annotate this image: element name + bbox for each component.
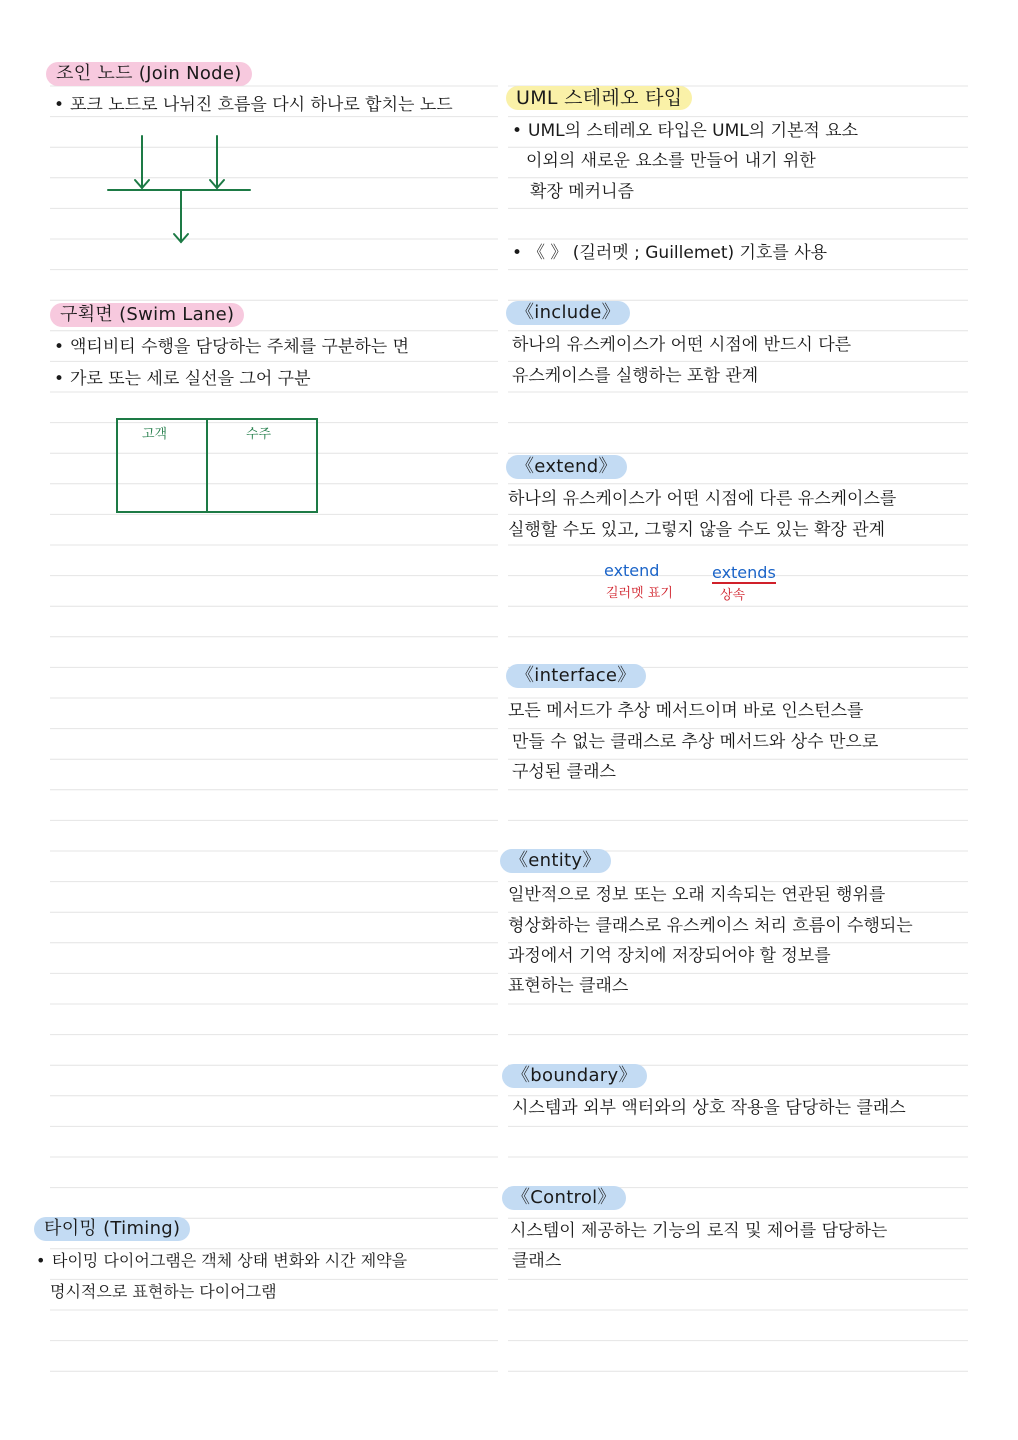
swim-lane-heading: 구획면 (Swim Lane) bbox=[50, 303, 244, 327]
lane-label-order: 수주 bbox=[246, 427, 272, 442]
swim-lane-diagram bbox=[116, 418, 318, 513]
interface-line-1: 모든 메서드가 추상 메서드이며 바로 인스턴스를 bbox=[508, 701, 864, 721]
timing-heading: 타이밍 (Timing) bbox=[34, 1217, 190, 1241]
entity-line-3: 과정에서 기억 장치에 저장되어야 할 정보를 bbox=[508, 946, 831, 966]
join-node-heading: 조인 노드 (Join Node) bbox=[46, 62, 252, 86]
entity-heading: 《entity》 bbox=[500, 849, 611, 873]
stereotype-line-3: 확장 메커니즘 bbox=[530, 182, 634, 202]
timing-line-2: 명시적으로 표현하는 다이어그램 bbox=[50, 1282, 277, 1301]
join-node-diagram bbox=[100, 130, 260, 250]
note-extends-word: extends bbox=[712, 563, 776, 582]
entity-line-1: 일반적으로 정보 또는 오래 지속되는 연관된 행위를 bbox=[508, 885, 886, 905]
note-extend-word: extend bbox=[604, 561, 660, 580]
entity-line-2: 형상화하는 클래스로 유스케이스 처리 흐름이 수행되는 bbox=[508, 916, 913, 936]
swim-lane-bullet-2: • 가로 또는 세로 실선을 그어 구분 bbox=[54, 369, 311, 389]
interface-heading: 《interface》 bbox=[506, 664, 646, 688]
include-heading: 《include》 bbox=[506, 301, 630, 325]
control-line-1: 시스템이 제공하는 기능의 로직 및 제어를 담당하는 bbox=[510, 1221, 888, 1241]
interface-line-2: 만들 수 없는 클래스로 추상 메서드와 상수 만으로 bbox=[512, 732, 879, 752]
include-line-2: 유스케이스를 실행하는 포함 관계 bbox=[512, 366, 759, 386]
boundary-heading: 《boundary》 bbox=[502, 1064, 647, 1088]
guillemet-bullet: • 《 》 (길러멧 ; Guillemet) 기호를 사용 bbox=[512, 243, 828, 263]
extend-line-2: 실행할 수도 있고, 그렇지 않을 수도 있는 확장 관계 bbox=[508, 520, 886, 540]
interface-line-3: 구성된 클래스 bbox=[512, 762, 616, 782]
entity-line-4: 표현하는 클래스 bbox=[508, 976, 629, 996]
swim-lane-bullet-1: • 액티비티 수행을 담당하는 주체를 구분하는 면 bbox=[54, 337, 410, 357]
extend-line-1: 하나의 유스케이스가 어떤 시점에 다른 유스케이스를 bbox=[508, 489, 897, 509]
control-line-2: 클래스 bbox=[512, 1251, 562, 1271]
join-node-bullet: • 포크 노드로 나뉘진 흐름을 다시 하나로 합치는 노드 bbox=[54, 95, 453, 115]
boundary-line-1: 시스템과 외부 액터와의 상호 작용을 담당하는 클래스 bbox=[512, 1098, 906, 1118]
include-line-1: 하나의 유스케이스가 어떤 시점에 반드시 다른 bbox=[512, 335, 852, 355]
stereotype-line-2: 이외의 새로운 요소를 만들어 내기 위한 bbox=[526, 151, 816, 171]
note-guillemet-notation: 길러멧 표기 bbox=[606, 586, 673, 601]
timing-line-1: • 타이밍 다이어그램은 객체 상태 변화와 시간 제약을 bbox=[36, 1251, 408, 1270]
control-heading: 《Control》 bbox=[502, 1186, 626, 1210]
lane-divider bbox=[206, 420, 208, 511]
lane-label-customer: 고객 bbox=[142, 427, 168, 442]
note-inheritance: 상속 bbox=[720, 588, 746, 603]
stereotype-heading: UML 스테레오 타입 bbox=[506, 86, 692, 110]
stereotype-line-1: • UML의 스테레오 타입은 UML의 기본적 요소 bbox=[512, 121, 859, 141]
extend-heading: 《extend》 bbox=[506, 455, 627, 479]
